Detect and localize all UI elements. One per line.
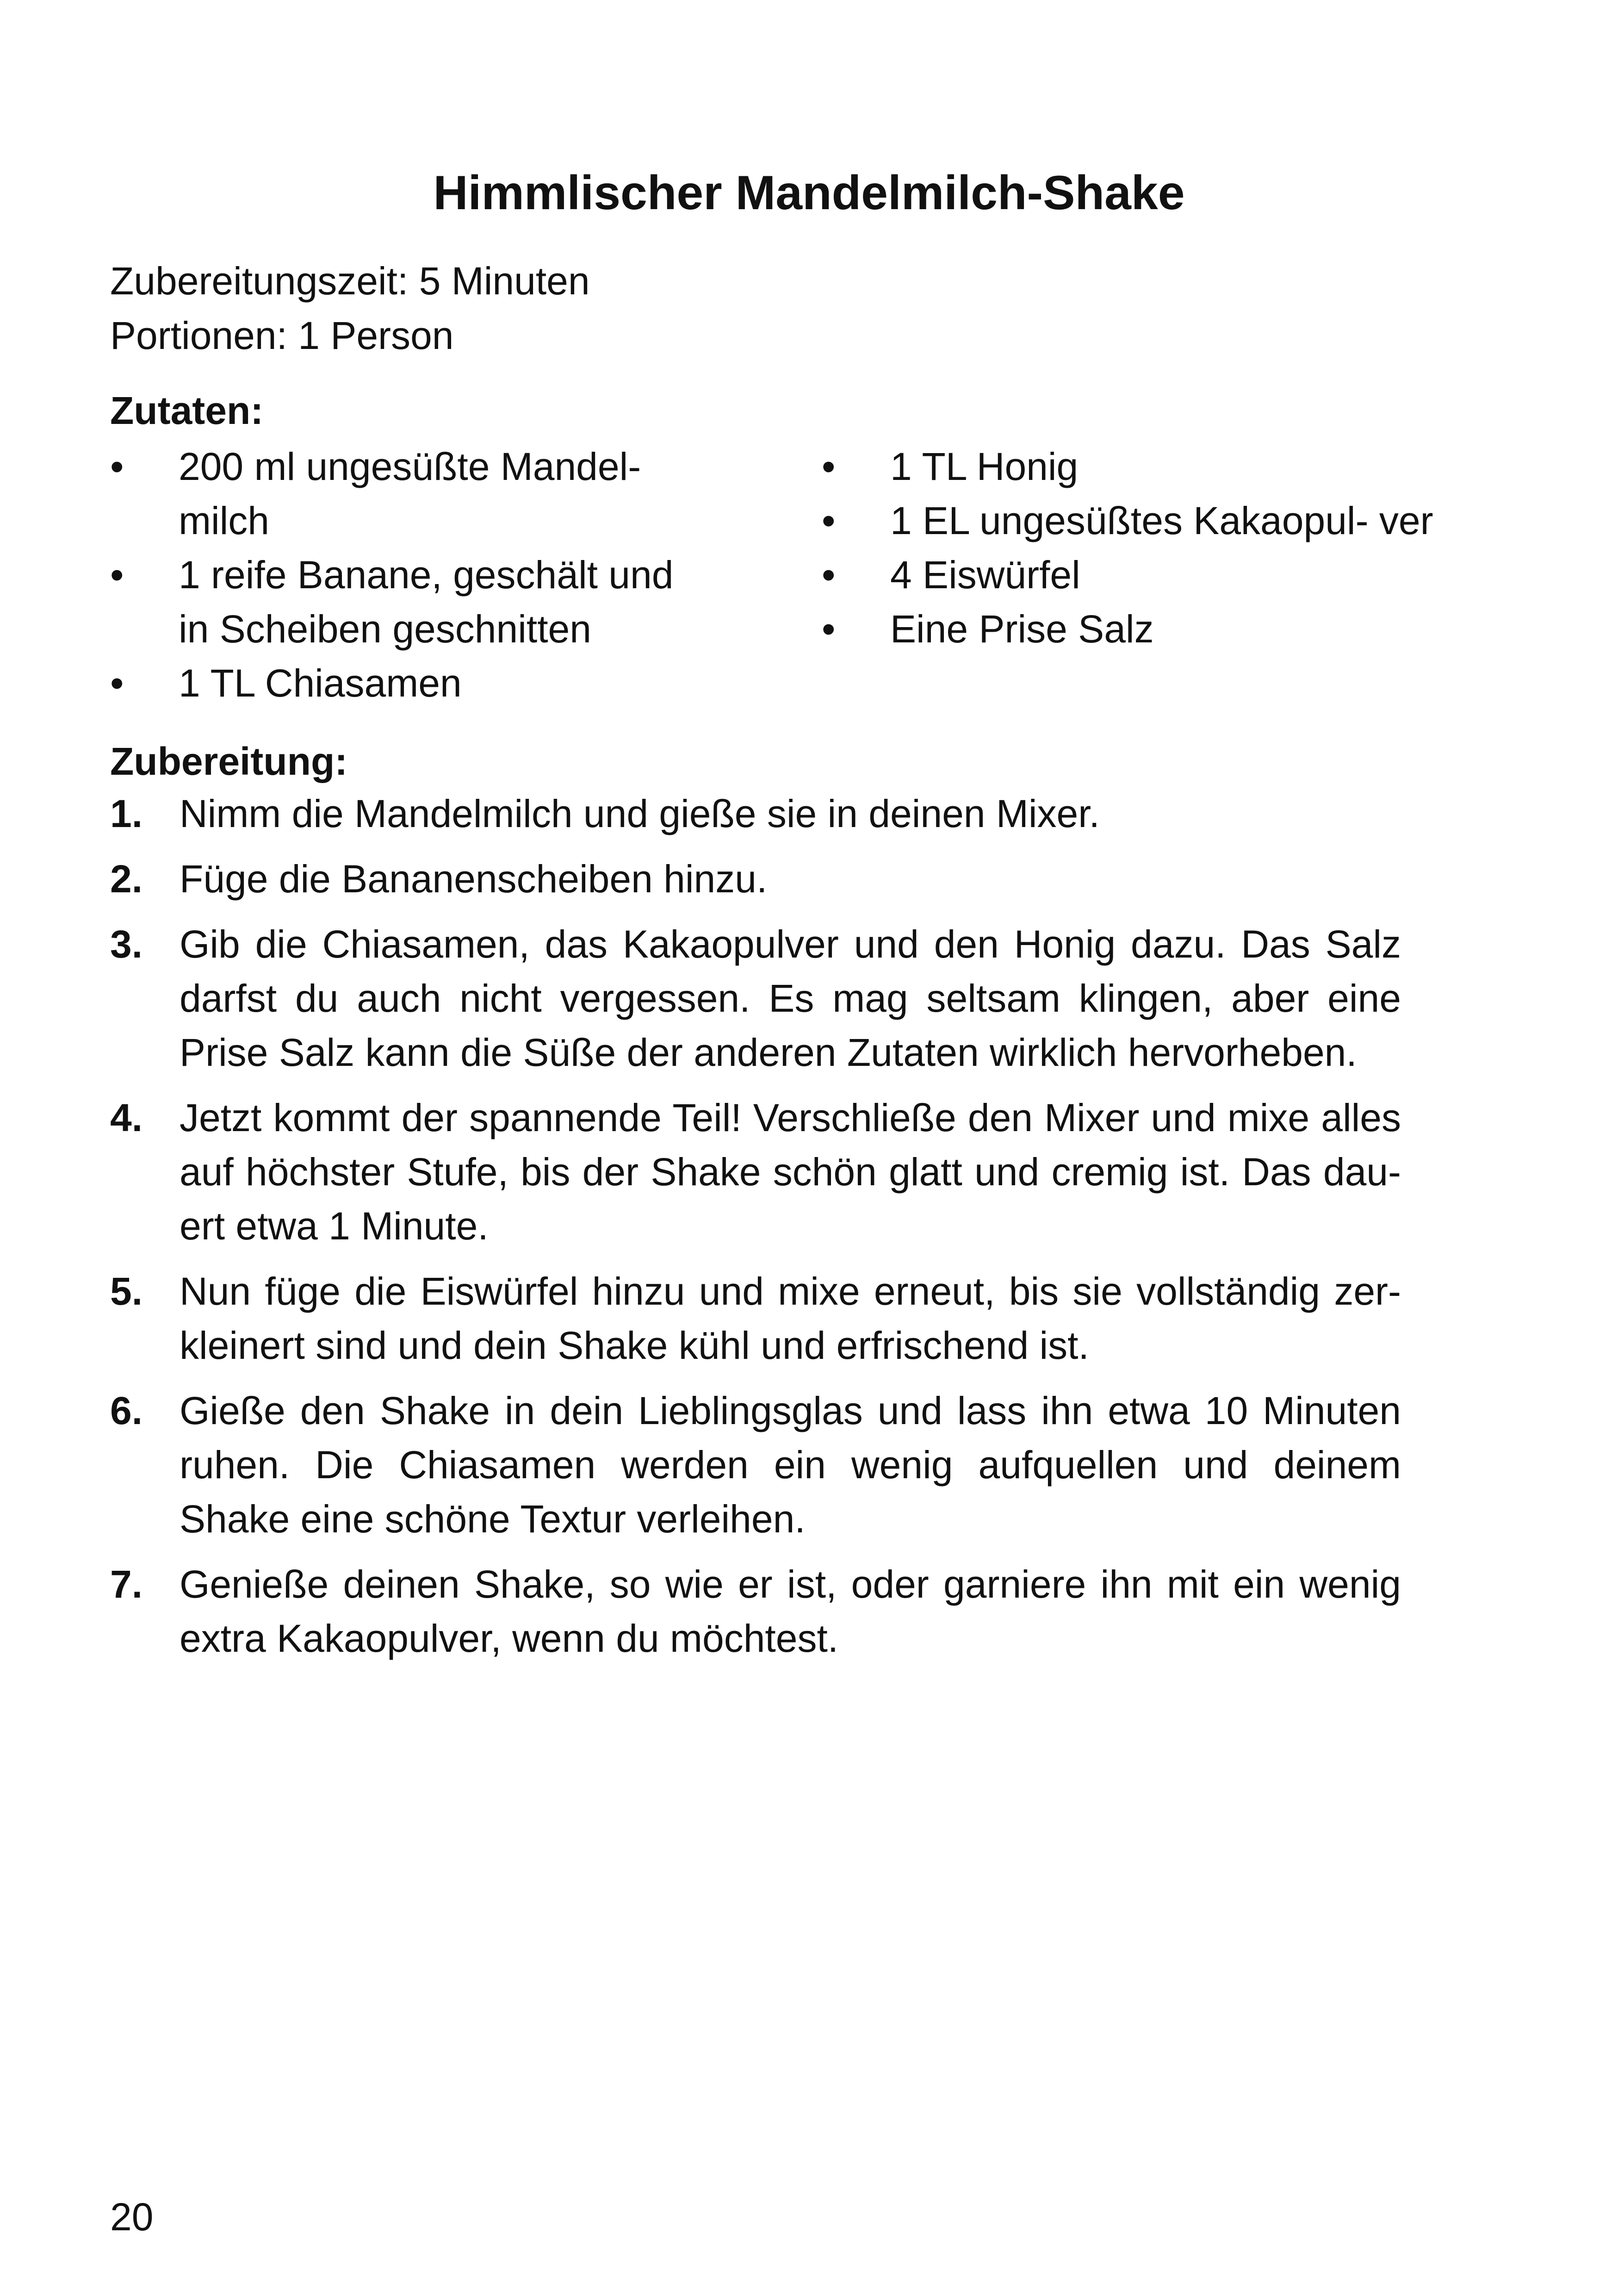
bullet-icon: • xyxy=(822,607,836,651)
step-text: Nun füge die Eiswürfel hinzu und mixe erneut, bis sie vollständig zer- kleinert sind und dein Shake kühl und erfrischend ist. xyxy=(180,1269,1401,1367)
step-text: Füge die Bananenscheiben hinzu. xyxy=(180,857,768,901)
step-item xyxy=(110,852,1401,906)
ingredient-text: 1 EL ungesüßtes Kakaopul- ver xyxy=(890,499,1433,542)
ingredient-item xyxy=(110,656,712,710)
ingredient-item xyxy=(822,494,1451,548)
ingredient-item xyxy=(822,548,1451,602)
step-item xyxy=(110,1384,1401,1546)
bullet-icon: • xyxy=(822,553,836,597)
ingredient-text: 1 reife Banane, geschält und in Scheiben geschnitten xyxy=(179,553,674,651)
step-number: 3. xyxy=(110,922,143,966)
step-number: 7. xyxy=(110,1562,143,1606)
step-number: 2. xyxy=(110,857,143,901)
bullet-icon: • xyxy=(110,445,124,488)
preparation-heading: Zubereitung: xyxy=(110,740,348,783)
step-text: Nimm die Mandelmilch und gieße sie in deinen Mixer. xyxy=(180,792,1100,835)
ingredient-text: Eine Prise Salz xyxy=(890,607,1154,651)
step-item xyxy=(110,917,1401,1080)
ingredient-text: 1 TL Chiasamen xyxy=(179,661,462,705)
ingredient-item xyxy=(110,440,712,548)
step-item xyxy=(110,1557,1401,1666)
bullet-icon: • xyxy=(822,499,836,542)
prep-time: Zubereitungszeit: 5 Minuten xyxy=(110,259,590,303)
bullet-icon: • xyxy=(110,553,124,597)
step-number: 1. xyxy=(110,792,143,835)
page-number: 20 xyxy=(110,2195,154,2239)
step-item xyxy=(110,1264,1401,1373)
ingredient-text: 200 ml ungesüßte Mandel- milch xyxy=(179,445,641,542)
step-number: 4. xyxy=(110,1096,143,1139)
step-number: 5. xyxy=(110,1269,143,1313)
bullet-icon: • xyxy=(822,445,836,488)
step-text: Gib die Chiasamen, das Kakaopulver und den Honig dazu. Das Salz darfst du auch nicht vergessen. Es mag seltsam klingen, aber eine Prise Salz kann die Süße der anderen Zutaten wirklich hervorheben. xyxy=(180,922,1401,1074)
preparation-steps xyxy=(110,787,1401,1677)
ingredient-item xyxy=(822,440,1451,494)
recipe-title: Himmlischer Mandelmilch-Shake xyxy=(433,166,1185,220)
ingredients-list-left xyxy=(110,440,712,710)
recipe-meta xyxy=(110,254,590,363)
ingredient-text: 1 TL Honig xyxy=(890,445,1079,488)
step-number: 6. xyxy=(110,1389,143,1432)
step-text: Genieße deinen Shake, so wie er ist, oder garniere ihn mit ein wenig extra Kakaopulver, wenn du möchtest. xyxy=(180,1562,1401,1660)
step-text: Jetzt kommt der spannende Teil! Verschließe den Mixer und mixe alles auf höchster Stufe, bis der Shake schön glatt und cremig ist. Das dau- ert etwa 1 Minute. xyxy=(180,1096,1401,1248)
step-item xyxy=(110,1091,1401,1253)
step-text: Gieße den Shake in dein Lieblingsglas und lass ihn etwa 10 Minuten ruhen. Die Chiasamen werden ein wenig aufquellen und deinem Shake eine schöne Textur verleihen. xyxy=(180,1389,1401,1541)
ingredient-text: 4 Eiswürfel xyxy=(890,553,1080,597)
ingredient-item xyxy=(110,548,712,656)
servings: Portionen: 1 Person xyxy=(110,314,454,357)
bullet-icon: • xyxy=(110,661,124,705)
ingredients-list-right xyxy=(822,440,1451,656)
ingredients-heading: Zutaten: xyxy=(110,389,264,432)
ingredient-item xyxy=(822,602,1451,656)
step-item xyxy=(110,787,1401,841)
